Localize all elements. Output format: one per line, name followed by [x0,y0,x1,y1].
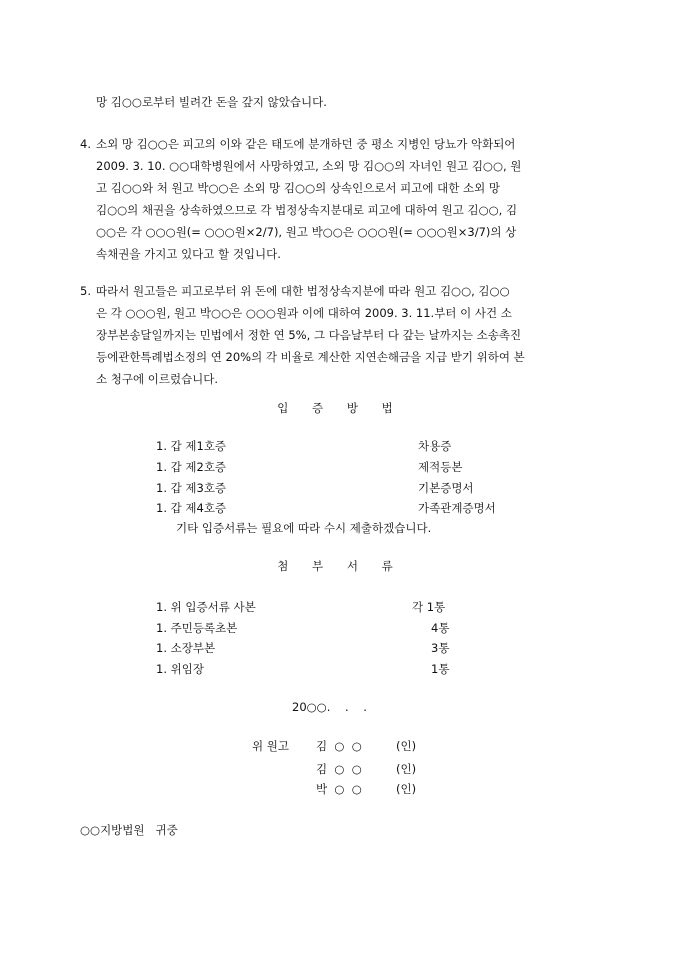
evidence-value: 차용증 [418,439,452,453]
attachment-label: 1. 위임장 [156,662,204,676]
evidence-label: 1. 갑 제4호증 [156,501,227,515]
attachment-label: 1. 위 입증서류 사본 [156,600,256,614]
evidence-heading: 입 증 방 법 [277,401,403,415]
paragraph-5-line: 등에관한특례법소정의 연 20%의 각 비율로 계산한 지연손해금을 지급 받기 위하여 본 [96,350,525,364]
signature-seal: (인) [396,762,417,776]
attachment-count: 4통 [431,621,450,635]
evidence-label: 1. 갑 제2호증 [156,460,227,474]
signature-name: 박 ○ ○ [316,782,362,796]
evidence-value: 기본증명서 [418,481,474,495]
paragraph-5-line: 장부본송달일까지는 민법에서 정한 연 5%, 그 다음날부터 다 갚는 날까지는 소송촉진 [96,328,522,342]
signature-name: 김 ○ ○ [316,739,362,753]
court-addressee: ○○지방법원 귀중 [80,823,178,837]
evidence-label: 1. 갑 제1호증 [156,439,227,453]
document-date: 20○○. . . [292,700,367,714]
paragraph-4-line: 소외 망 김○○은 피고의 이와 같은 태도에 분개하던 중 평소 지병인 당뇨가 악화되어 [96,137,516,151]
attachment-count: 각 1통 [412,600,446,614]
attachment-count: 1통 [431,662,450,676]
attachment-label: 1. 주민등록초본 [156,621,238,635]
signature-seal: (인) [396,782,417,796]
paragraph-4-number: 4. [80,137,91,151]
signature-prefix: 위 원고 [252,739,289,753]
paragraph-5-line: 은 각 ○○○원, 원고 박○○은 ○○○원과 이에 대하여 2009. 3. 11.부터 이 사건 소 [96,306,512,320]
paragraph-5-line: 따라서 원고들은 피고로부터 위 돈에 대한 법정상속지분에 따라 원고 김○○, 김○○ [96,284,510,298]
paragraph-4-line: 김○○의 채권을 상속하였으므로 각 법정상속지분대로 피고에 대하여 원고 김○○, 김 [96,203,518,217]
paragraph-5-number: 5. [80,284,91,298]
evidence-value: 제적등본 [418,460,463,474]
signature-name: 김 ○ ○ [316,762,362,776]
paragraph-4-line: 2009. 3. 10. ○○대학병원에서 사망하였고, 소외 망 김○○의 자녀인 원고 김○○, 원 [96,159,522,173]
signature-seal: (인) [396,739,417,753]
attachment-count: 3통 [431,641,450,655]
evidence-note: 기타 입증서류는 필요에 따라 수시 제출하겠습니다. [176,521,432,535]
paragraph-4-line: 속채권을 가지고 있다고 할 것입니다. [96,247,281,261]
paragraph-4-line: 고 김○○와 처 원고 박○○은 소외 망 김○○의 상속인으로서 피고에 대한 소외 망 [96,181,501,195]
evidence-label: 1. 갑 제3호증 [156,481,227,495]
attachment-label: 1. 소장부본 [156,641,216,655]
paragraph-4-line: ○○은 각 ○○○원(= ○○○원×2/7), 원고 박○○은 ○○○원(= ○○○원×3/7)의 상 [96,225,517,239]
attachments-heading: 첨 부 서 류 [277,559,403,573]
continuation-text: 망 김○○로부터 빌려간 돈을 갚지 않았습니다. [96,95,327,109]
paragraph-5-line: 소 청구에 이르렀습니다. [96,372,219,386]
evidence-value: 가족관계증명서 [418,501,496,515]
